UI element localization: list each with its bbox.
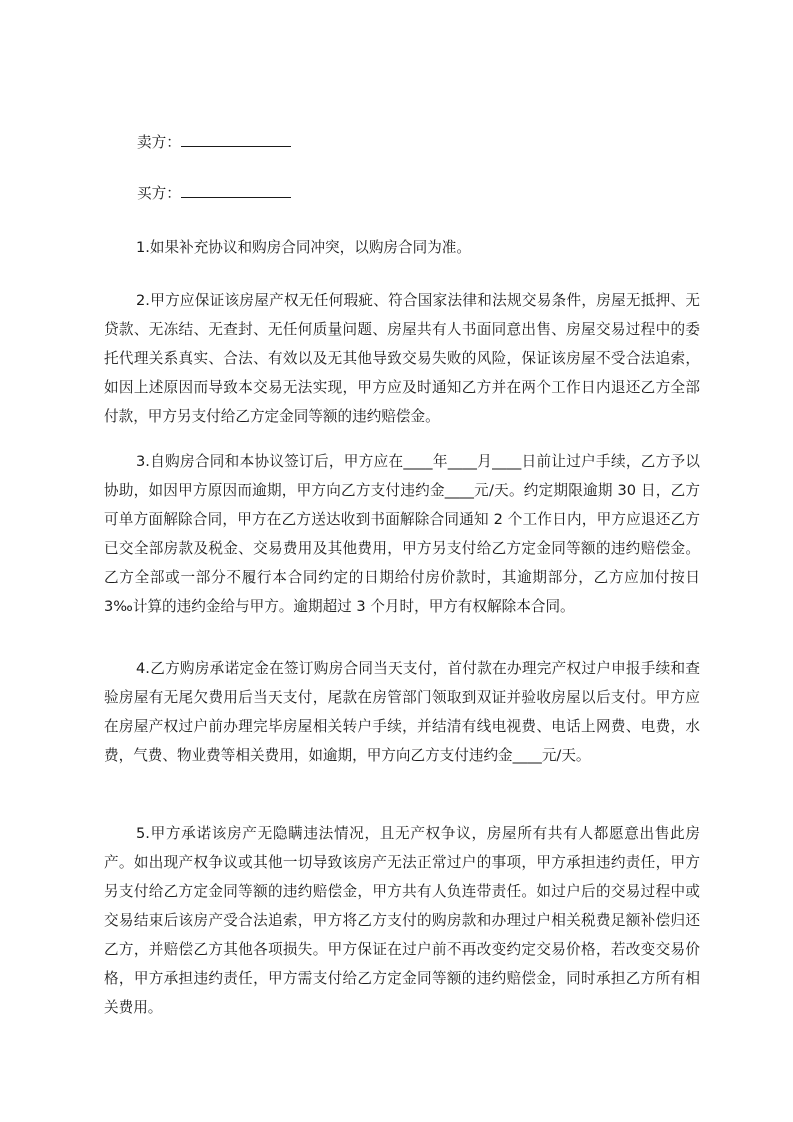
clause-2: 2.甲方应保证该房屋产权无任何瑕疵、符合国家法律和法规交易条件，房屋无抵押、无贷款、无冻结、无查封、无任何质量问题、房屋共有人书面同意出售、房屋交易过程中的委托代理关系真实、合法、有效以及无其他导致交易失败的风险，保证该房屋不受合法追索，如因上述原因而导致本交易无法实现，甲方应及时通知乙方并在两个工作日内退还乙方全部付款，甲方另支付给乙方定金同等额的违约赔偿金。 bbox=[104, 292, 700, 425]
clause-4: 4.乙方购房承诺定金在签订购房合同当天支付，首付款在办理完产权过户申报手续和查验房屋有无尾欠费用后当天支付，尾款在房管部门领取到双证并验收房屋以后支付。甲方应在房屋产权过户前办理完毕房屋相关转户手续，并结清有线电视费、电话上网费、电费，水费，气费、物业费等相关费用，如逾期，甲方向乙方支付违约金____元/天。 bbox=[104, 660, 700, 764]
clause-1: 1.如果补充协议和购房合同冲突，以购房合同为准。 bbox=[136, 239, 471, 256]
buyer-line bbox=[137, 181, 291, 205]
clause-5: 5.甲方承诺该房产无隐瞒违法情况，且无产权争议，房屋所有共有人都愿意出售此房产。如出现产权争议或其他一切导致该房产无法正常过户的事项，甲方承担违约责任，甲方另支付给乙方定金同等额的违约赔偿金，甲方共有人负连带责任。如过户后的交易过程中或交易结束后该房产受合法追索，甲方将乙方支付的购房款和办理过户相关税费足额补偿归还乙方，并赔偿乙方其他各项损失。甲方保证在过户前不再改变约定交易价格，若改变交易价格，甲方承担违约责任，甲方需支付给乙方定金同等额的违约赔偿金，同时承担乙方所有相关费用。 bbox=[104, 825, 700, 1016]
buyer-label: 买方： bbox=[137, 185, 181, 202]
seller-label: 卖方： bbox=[137, 134, 181, 151]
buyer-blank bbox=[181, 181, 291, 198]
clause-3: 3.自购房合同和本协议签订后，甲方应在____年____月____日前让过户手续，乙方予以协助，如因甲方原因而逾期，甲方向乙方支付违约金____元/天。约定期限逾期 30 日，乙方可单方面解除合同，甲方在乙方送达收到书面解除合同通知 2 个工作日内，甲方应退还乙方已交全部房款及税金、交易费用及其他费用，甲方另支付给乙方定金同等额的违约赔偿金。乙方全部或一部分不履行本合同约定的日期给付房价款时，其逾期部分，乙方应加付按日 3‰计算的违约金给与甲方。逾期超过 3 个月时，甲方有权解除本合同。 bbox=[104, 453, 700, 615]
seller-blank bbox=[181, 130, 291, 147]
seller-line bbox=[137, 130, 291, 154]
